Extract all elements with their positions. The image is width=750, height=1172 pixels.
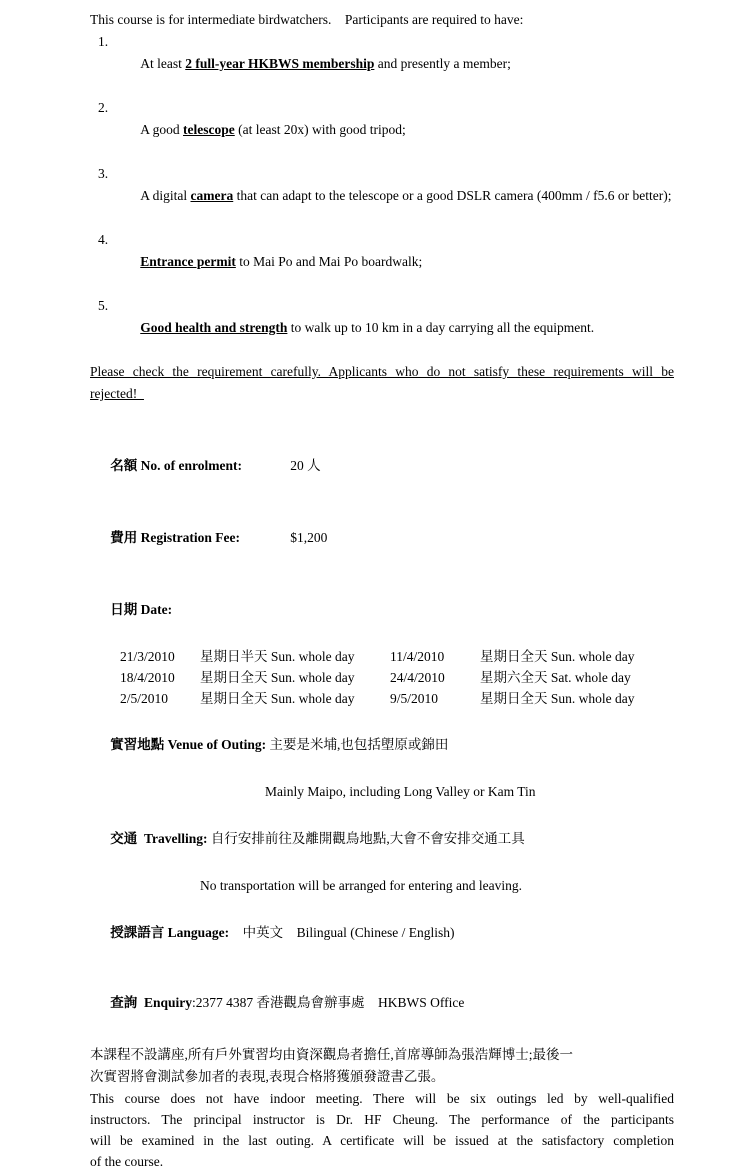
emphasis-text: Good health and strength: [140, 320, 288, 335]
requirement-item: [90, 97, 674, 163]
date-heading-row: [90, 574, 674, 646]
emphasis-text: telescope: [183, 122, 235, 137]
requirement-text: and presently a member;: [374, 56, 511, 71]
day-cell: 星期日全天 Sun. whole day: [480, 691, 635, 706]
closing-line-zh: 本課程不設講座,所有戶外實習均由資深觀鳥者擔任,首席導師為張浩輝博士;最後一: [90, 1047, 573, 1062]
requirement-text: A good: [140, 122, 184, 137]
travel-text-zh: 自行安排前往及離開觀鳥地點,大會不會安排交通工具: [207, 830, 525, 846]
requirement-number: 3.: [98, 166, 109, 181]
requirement-number: 2.: [98, 100, 109, 115]
requirement-number: 5.: [98, 298, 109, 313]
closing-line-zh: 次實習將會測試參加者的表現,表現合格將獲頒發證書乙張。: [90, 1069, 445, 1084]
language-label: 授課語言 Language:: [110, 924, 230, 940]
day-cell: 星期六全天 Sat. whole day: [480, 670, 631, 685]
closing-line-en: will be examined in the last outing. A certificate will be issued at the satisfactory completion: [90, 1133, 674, 1148]
enrolment-label: 名額 No. of enrolment:: [110, 458, 242, 473]
fee-row: [90, 502, 674, 574]
language-value: 中英文 Bilingual (Chinese / English): [229, 924, 455, 940]
day-cell: 星期日全天 Sun. whole day: [200, 691, 355, 706]
requirement-text: that can adapt to the telescope or a good DSLR camera (400mm / f5.6 or better);: [233, 188, 672, 203]
enrolment-row: [90, 430, 674, 502]
warning-line: rejected!: [90, 386, 144, 401]
date-cell: 11/4/2010: [390, 649, 445, 664]
enquiry-label: 查詢 Enquiry: [110, 995, 193, 1010]
venue-text-zh: 主要是米埔,也包括塱原或錦田: [266, 736, 449, 752]
date-row: [90, 688, 674, 709]
requirement-text: A digital: [140, 188, 191, 203]
date-cell: 18/4/2010: [120, 670, 175, 685]
fee-label: 費用 Registration Fee:: [110, 530, 240, 545]
course-details: [90, 430, 674, 646]
date-row: [90, 646, 674, 667]
day-cell: 星期日半天 Sun. whole day: [200, 649, 355, 664]
warning-line: Please check the requirement carefully. Applicants who do not satisfy these requirements will be: [90, 364, 674, 379]
course-info: [90, 709, 674, 1038]
enquiry-value: :2377 4387 香港觀鳥會辦事處 HKBWS Office: [192, 995, 465, 1010]
travel-text-en: No transportation will be arranged for entering and leaving.: [200, 877, 523, 893]
requirement-item: [90, 31, 674, 97]
day-cell: 星期日全天 Sun. whole day: [200, 670, 355, 685]
requirement-text: to walk up to 10 km in a day carrying all the equipment.: [287, 320, 595, 335]
closing-line-en: instructors. The principal instructor is Dr. HF Cheung. The performance of the participants: [90, 1112, 674, 1127]
closing-line-en: of the course.: [90, 1154, 164, 1169]
requirement-number: 4.: [98, 232, 109, 247]
date-cell: 21/3/2010: [120, 649, 175, 664]
date-cell: 24/4/2010: [390, 670, 445, 685]
requirement-item: [90, 295, 674, 361]
requirement-text: At least: [140, 56, 186, 71]
fee-value: $1,200: [290, 530, 328, 545]
emphasis-text: camera: [190, 188, 234, 203]
travel-label: 交通 Travelling:: [110, 830, 208, 846]
closing-paragraph: [90, 1044, 674, 1172]
course-intro: This course is for intermediate birdwatchers. Participants are required to have:: [90, 12, 524, 27]
enquiry-row: [90, 968, 674, 1039]
venue-label: 實習地點 Venue of Outing:: [110, 736, 267, 752]
date-cell: 2/5/2010: [120, 691, 169, 706]
date-cell: 9/5/2010: [390, 691, 439, 706]
requirement-text: to Mai Po and Mai Po boardwalk;: [235, 254, 423, 269]
enrolment-value: 20 人: [290, 458, 321, 473]
date-heading: 日期 Date:: [110, 602, 173, 617]
requirement-text: (at least 20x) with good tripod;: [234, 122, 406, 137]
requirement-number: 1.: [98, 34, 109, 49]
emphasis-text: Entrance permit: [140, 254, 236, 269]
travel-row: [90, 803, 674, 874]
requirement-list: [90, 31, 674, 361]
requirement-item: [90, 163, 674, 229]
date-table: [90, 646, 674, 709]
venue-row: [90, 709, 674, 780]
venue-text-en: Mainly Maipo, including Long Valley or Kam Tin: [265, 783, 536, 799]
language-row: [90, 897, 674, 968]
date-row: [90, 667, 674, 688]
emphasis-text: 2 full-year HKBWS membership: [185, 56, 375, 71]
requirement-item: [90, 229, 674, 295]
closing-line-en: This course does not have indoor meeting. There will be six outings led by well-qualified: [90, 1091, 674, 1106]
day-cell: 星期日全天 Sun. whole day: [480, 649, 635, 664]
